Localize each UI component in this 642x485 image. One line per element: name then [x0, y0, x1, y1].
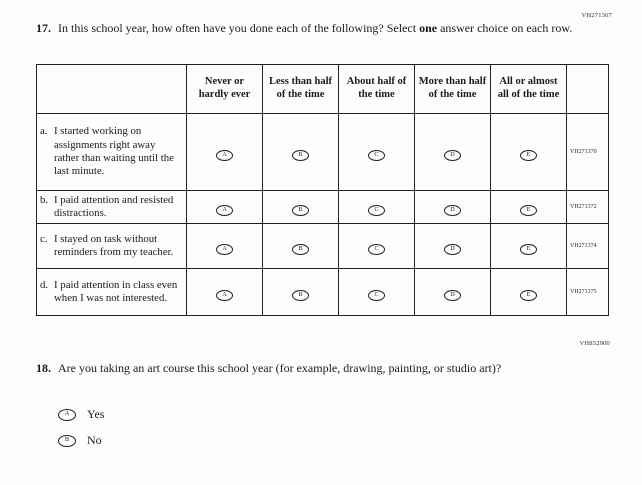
bubble-letter: E [526, 246, 531, 252]
row-d-text: I paid attention in class even when I was not interested. [54, 278, 178, 304]
answer-bubble-c4[interactable] [444, 244, 461, 255]
bubble-letter: C [374, 207, 379, 213]
bubble-letter: D [450, 292, 455, 298]
answer-bubble-d1[interactable] [216, 290, 233, 301]
answer-bubble-d3[interactable] [368, 290, 385, 301]
column-header-less-than-half: Less than half of the time [263, 65, 339, 114]
answer-bubble-b5[interactable] [520, 205, 537, 216]
row-a-statement [37, 114, 187, 191]
answer-bubble-c5[interactable] [520, 244, 537, 255]
row-c-text: I stayed on task without reminders from my teacher. [54, 232, 174, 258]
bubble-letter: E [526, 292, 531, 298]
bubble-letter: A [64, 410, 70, 418]
question-18-text: Are you taking an art course this school year (for example, drawing, painting, or studio art)? [58, 361, 502, 375]
question-17 [36, 21, 596, 37]
question-17-text-part1: In this school year, how often have you done each of the following? Select [58, 21, 420, 35]
bubble-letter: D [450, 207, 455, 213]
answer-bubble-c3[interactable] [368, 244, 385, 255]
frequency-matrix-table [36, 64, 609, 316]
question-18-options [58, 407, 104, 459]
question-17-number: 17. [36, 21, 51, 35]
answer-bubble-b2[interactable] [292, 205, 309, 216]
row-c-letter: c. [40, 232, 48, 245]
answer-bubble-a2[interactable] [292, 150, 309, 161]
column-header-all: All or almost all of the time [491, 65, 567, 114]
answer-bubble-b1[interactable] [216, 205, 233, 216]
bubble-letter: A [222, 246, 227, 252]
bubble-letter: B [298, 207, 303, 213]
table-header-row [37, 65, 609, 114]
bubble-letter: A [222, 207, 227, 213]
bubble-letter: A [222, 152, 227, 158]
bubble-letter: C [374, 246, 379, 252]
code-header-empty [567, 65, 609, 114]
row-d-code: VH271375 [567, 269, 609, 316]
bubble-letter: A [222, 292, 227, 298]
row-a-text: I started working on assignments right away rather than waiting until the last minute. [54, 125, 174, 178]
bubble-letter: E [526, 152, 531, 158]
row-d-statement [37, 269, 187, 316]
bubble-letter: B [298, 246, 303, 252]
row-b-letter: b. [40, 193, 49, 206]
row-b-text: I paid attention and resisted distractions. [54, 193, 174, 219]
accession-code-top: VH271367 [581, 12, 612, 19]
question-18-number: 18. [36, 361, 51, 375]
table-row [37, 269, 609, 316]
bubble-letter: C [374, 152, 379, 158]
stub-header-empty [37, 65, 187, 114]
answer-bubble-no[interactable] [58, 435, 76, 447]
column-header-more-than-half: More than half of the time [415, 65, 491, 114]
answer-bubble-b4[interactable] [444, 205, 461, 216]
table-row [37, 224, 609, 269]
answer-bubble-b3[interactable] [368, 205, 385, 216]
option-no[interactable] [58, 433, 104, 448]
answer-bubble-a5[interactable] [520, 150, 537, 161]
bubble-letter: B [298, 152, 303, 158]
row-a-code: VH271370 [567, 114, 609, 191]
answer-bubble-yes[interactable] [58, 409, 76, 421]
bubble-letter: B [64, 436, 70, 444]
question-17-text [58, 21, 586, 37]
bubble-letter: D [450, 246, 455, 252]
option-no-label: No [87, 433, 102, 447]
question-17-bold-word: one [419, 21, 438, 35]
bubble-letter: D [450, 152, 455, 158]
bubble-letter: B [298, 292, 303, 298]
option-yes-label: Yes [87, 407, 105, 421]
row-c-code: VH271374 [567, 224, 609, 269]
row-c-statement [37, 224, 187, 269]
answer-bubble-d2[interactable] [292, 290, 309, 301]
question-18 [36, 361, 576, 377]
bubble-letter: C [374, 292, 379, 298]
question-17-text-part2: answer choice on each row. [437, 21, 573, 35]
answer-bubble-a4[interactable] [444, 150, 461, 161]
option-yes[interactable] [58, 407, 104, 422]
answer-bubble-c2[interactable] [292, 244, 309, 255]
row-b-code: VH271372 [567, 191, 609, 224]
answer-bubble-c1[interactable] [216, 244, 233, 255]
row-b-statement [37, 191, 187, 224]
answer-bubble-d5[interactable] [520, 290, 537, 301]
answer-bubble-d4[interactable] [444, 290, 461, 301]
row-a-letter: a. [40, 125, 48, 138]
accession-code-mid: VH852900 [579, 340, 610, 347]
column-header-about-half: About half of the time [339, 65, 415, 114]
column-header-never: Never or hardly ever [187, 65, 263, 114]
table-row [37, 114, 609, 191]
answer-bubble-a1[interactable] [216, 150, 233, 161]
table-row [37, 191, 609, 224]
answer-bubble-a3[interactable] [368, 150, 385, 161]
row-d-letter: d. [40, 278, 49, 291]
bubble-letter: E [526, 207, 531, 213]
